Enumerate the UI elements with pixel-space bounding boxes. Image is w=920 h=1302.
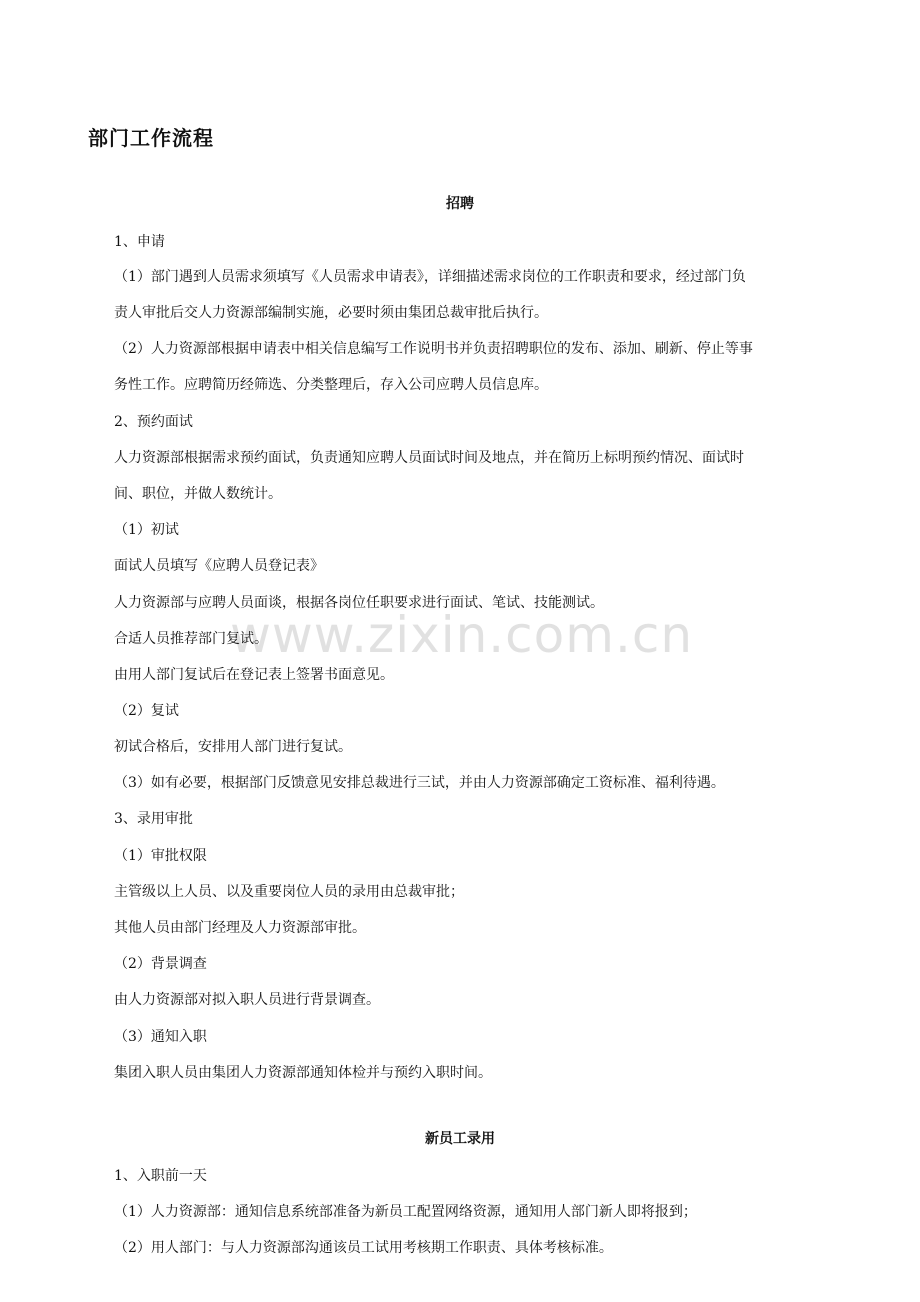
text-line: 间、职位，并做人数统计。	[114, 486, 282, 502]
text-line: 面试人员填写《应聘人员登记表》	[114, 558, 324, 574]
text-line: （1）审批权限	[114, 848, 207, 864]
text-line: 由人力资源部对拟入职人员进行背景调查。	[114, 992, 380, 1008]
text-line: 3、录用审批	[114, 811, 193, 827]
text-line: 由用人部门复试后在登记表上签署书面意见。	[114, 667, 394, 683]
text-line: （2）背景调查	[114, 956, 207, 972]
section-heading-new-employee: 新员工录用	[425, 1131, 495, 1147]
text-line: 1、入职前一天	[114, 1168, 207, 1184]
text-line: （1）部门遇到人员需求须填写《人员需求申请表》，详细描述需求岗位的工作职责和要求，经过部门负	[114, 269, 746, 285]
text-line: 人力资源部与应聘人员面谈，根据各岗位任职要求进行面试、笔试、技能测试。	[114, 595, 604, 611]
text-line: （2）人力资源部根据申请表中相关信息编写工作说明书并负责招聘职位的发布、添加、刷新、停止等事	[114, 341, 753, 357]
text-line: （2）用人部门：与人力资源部沟通该员工试用考核期工作职责、具体考核标准。	[114, 1240, 613, 1256]
text-line: 其他人员由部门经理及人力资源部审批。	[114, 920, 366, 936]
text-line: 集团入职人员由集团人力资源部通知体检并与预约入职时间。	[114, 1065, 492, 1081]
text-line: 务性工作。应聘简历经筛选、分类整理后，存入公司应聘人员信息库。	[114, 377, 548, 393]
text-line: 合适人员推荐部门复试。	[114, 631, 268, 647]
page-title: 部门工作流程	[88, 126, 214, 150]
text-line: （3）如有必要，根据部门反馈意见安排总裁进行三试，并由人力资源部确定工资标准、福利待遇。	[114, 775, 725, 791]
text-line: （1）人力资源部：通知信息系统部准备为新员工配置网络资源，通知用人部门新人即将报到；	[114, 1204, 697, 1220]
section-heading-recruitment: 招聘	[446, 196, 474, 212]
text-line: 主管级以上人员、以及重要岗位人员的录用由总裁审批；	[114, 884, 464, 900]
text-line: （2）复试	[114, 703, 179, 719]
text-line: （1）初试	[114, 522, 179, 538]
text-line: 责人审批后交人力资源部编制实施，必要时须由集团总裁审批后执行。	[114, 305, 548, 321]
text-line: 初试合格后，安排用人部门进行复试。	[114, 739, 352, 755]
watermark: www.zixin.com.cn	[230, 606, 694, 664]
text-line: 人力资源部根据需求预约面试，负责通知应聘人员面试时间及地点，并在简历上标明预约情况、面试时	[114, 450, 744, 466]
text-line: 2、预约面试	[114, 414, 193, 430]
text-line: 1、申请	[114, 234, 165, 250]
text-line: （3）通知入职	[114, 1029, 207, 1045]
